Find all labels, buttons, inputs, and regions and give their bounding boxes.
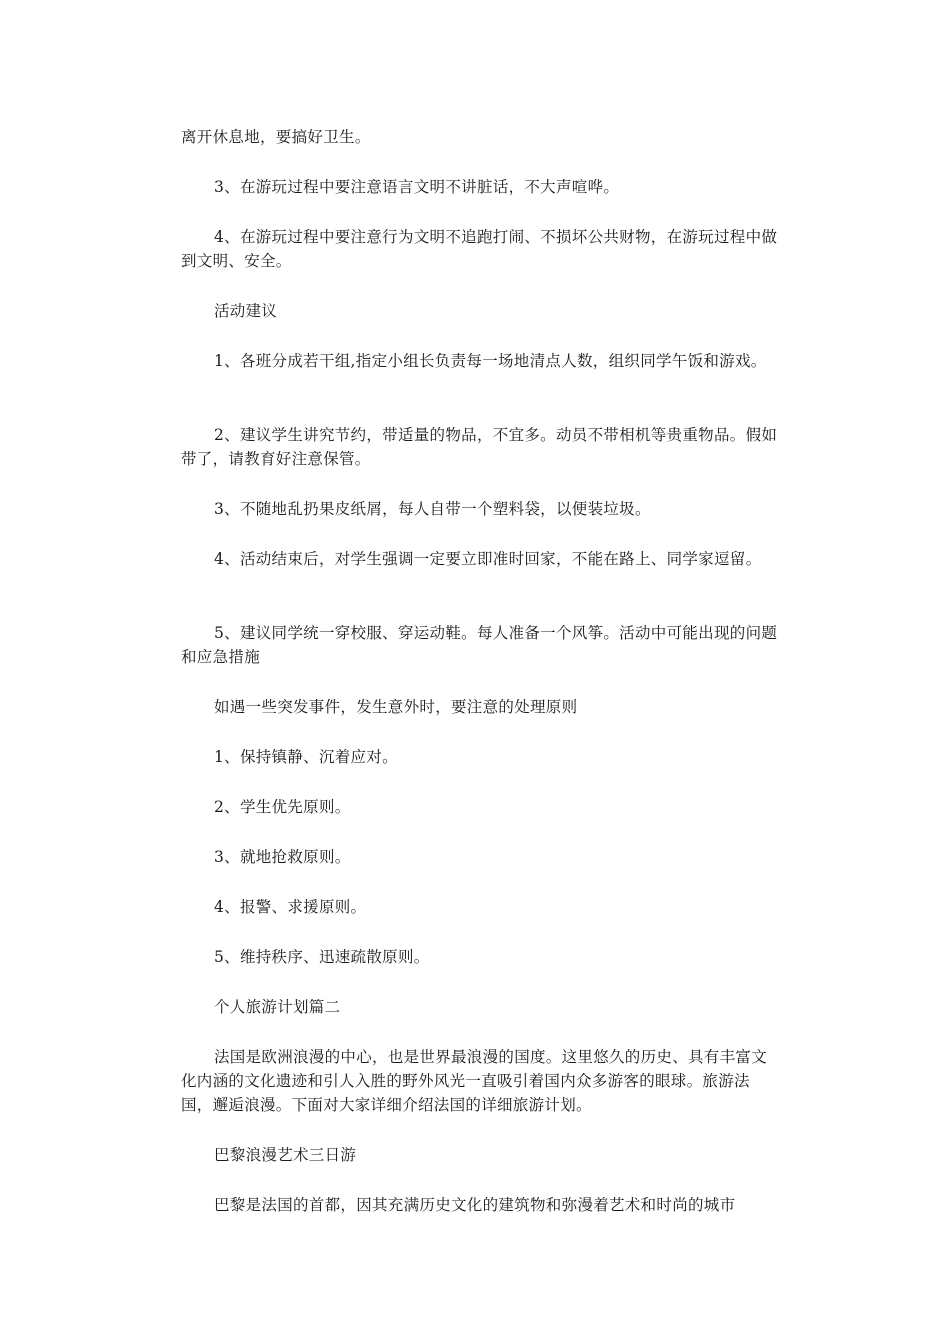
section-heading-part-two: 个人旅游计划篇二 <box>214 998 341 1016</box>
principle-item-5: 5、维持秩序、迅速疏散原则。 <box>214 948 430 966</box>
principle-item-4: 4、报警、求援原则。 <box>214 898 367 916</box>
suggestion-item-4: 4、活动结束后，对学生强调一定要立即准时回家，不能在路上、同学家逗留。 <box>214 550 762 568</box>
paragraph-continuation: 离开休息地，要搞好卫生。 <box>181 128 371 146</box>
suggestion-item-2: 2、建议学生讲究节约，带适量的物品，不宜多。动员不带相机等贵重物品。假如带了，请教育好注意保管。 <box>181 426 778 468</box>
suggestion-item-1: 1、各班分成若干组,指定小组长负责每一场地清点人数，组织同学午饭和游戏。 <box>214 352 767 370</box>
principle-item-3: 3、就地抢救原则。 <box>214 848 351 866</box>
emergency-principles-intro: 如遇一些突发事件，发生意外时，要注意的处理原则 <box>214 698 578 716</box>
section-heading-activity-suggestions: 活动建议 <box>214 302 278 320</box>
suggestion-item-5: 5、建议同学统一穿校服、穿运动鞋。每人准备一个风筝。活动中可能出现的问题和应急措施 <box>181 624 778 666</box>
paris-intro-paragraph: 巴黎是法国的首都，因其充满历史文化的建筑物和弥漫着艺术和时尚的城市 <box>214 1196 736 1214</box>
rule-item-3: 3、在游玩过程中要注意语言文明不讲脏话，不大声喧哗。 <box>214 178 620 196</box>
principle-item-1: 1、保持镇静、沉着应对。 <box>214 748 398 766</box>
principle-item-2: 2、学生优先原则。 <box>214 798 351 816</box>
section-heading-paris-tour: 巴黎浪漫艺术三日游 <box>214 1146 357 1164</box>
france-intro-paragraph: 法国是欧洲浪漫的中心，也是世界最浪漫的国度。这里悠久的历史、具有丰富文化内涵的文化遗迹和引人入胜的野外风光一直吸引着国内众多游客的眼球。旅游法国，邂逅浪漫。下面对大家详细介绍法国的详细旅游计划。 <box>181 1048 768 1114</box>
rule-item-4: 4、在游玩过程中要注意行为文明不追跑打闹、不损坏公共财物，在游玩过程中做到文明、安全。 <box>181 228 778 270</box>
suggestion-item-3: 3、不随地乱扔果皮纸屑，每人自带一个塑料袋，以便装垃圾。 <box>214 500 651 518</box>
